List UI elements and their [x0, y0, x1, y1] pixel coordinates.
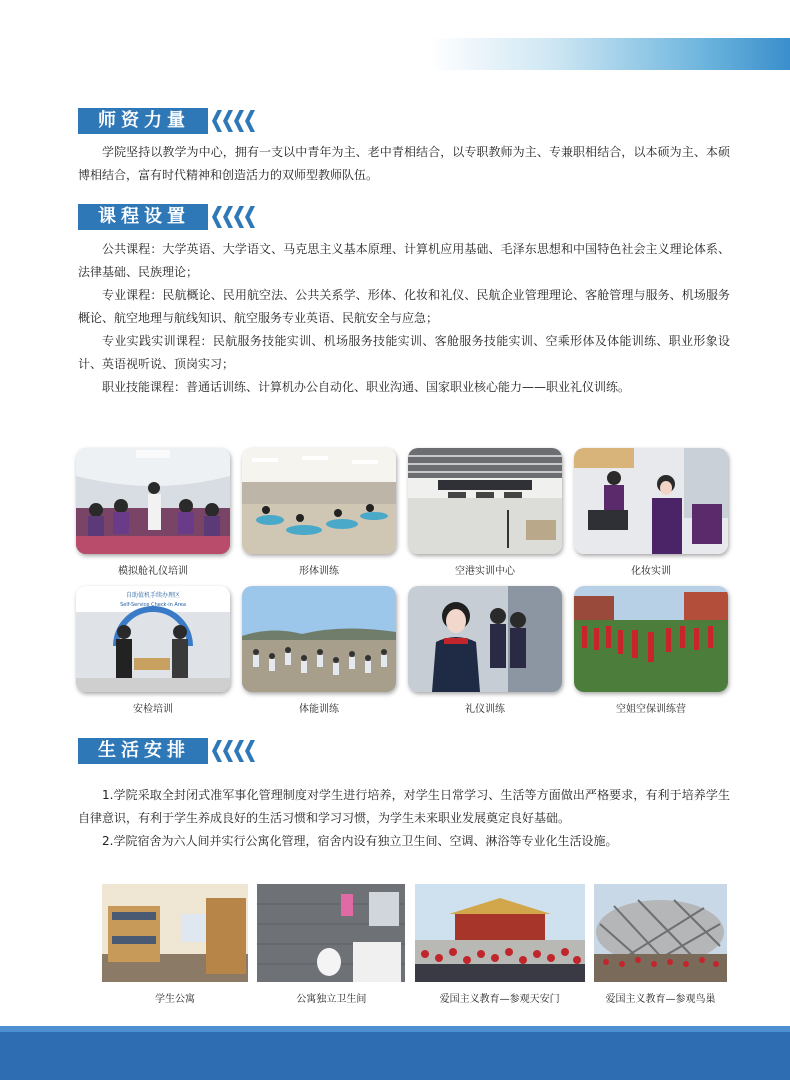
photo-caption: 礼仪训练 [465, 704, 505, 715]
course-skills: 职业技能课程：普通话训练、计算机办公自动化、职业沟通、国家职业核心能力——职业礼仪训练。 [102, 380, 631, 394]
chevron-decoration-icon [212, 740, 256, 762]
posture-training-photo [242, 448, 396, 554]
photo-card [415, 884, 585, 1005]
course-public: 公共课程：大学英语、大学语文、马克思主义基本原理、计算机应用基础、毛泽东思想和中国特色社会主义理论体系、法律基础、民族理论； [78, 242, 730, 279]
life-paragraph-2: 2.学院宿舍为六人间并实行公寓化管理，宿舍内设有独立卫生间、空调、淋浴等专业化生活设施。 [102, 834, 618, 848]
top-gradient-band [430, 38, 790, 70]
tiananmen-visit-photo [415, 884, 585, 982]
photo-card [257, 884, 405, 1005]
birds-nest-visit-photo [594, 884, 727, 982]
photo-caption: 化妆实训 [631, 566, 671, 577]
photo-caption: 体能训练 [299, 704, 339, 715]
photo-card [102, 884, 248, 1005]
photo-card [242, 586, 396, 715]
course-practice: 专业实践实训课程：民航服务技能实训、机场服务技能实训、客舱服务技能实训、空乘形体及体能训练、职业形象设计、英语视听说、顶岗实习； [78, 334, 730, 371]
physical-training-photo [242, 586, 396, 692]
section-header-faculty [78, 108, 256, 134]
photo-card [76, 448, 230, 577]
chevron-decoration-icon [212, 110, 256, 132]
training-photo-row-1 [76, 448, 728, 577]
life-text [78, 784, 730, 853]
airport-training-center-photo [408, 448, 562, 554]
bottom-band-stripe [0, 1026, 790, 1032]
photo-caption: 学生公寓 [155, 994, 195, 1005]
photo-card [408, 586, 562, 715]
etiquette-training-photo [408, 586, 562, 692]
photo-card [574, 448, 728, 577]
photo-sign-en-text: Self-Service Check-in Area [120, 602, 186, 608]
photo-card [408, 448, 562, 577]
section-title-courses: 课程设置 [78, 204, 208, 230]
chevron-decoration-icon [212, 206, 256, 228]
photo-card [594, 884, 727, 1005]
section-title-life: 生活安排 [78, 738, 208, 764]
dormitory-photo [102, 884, 248, 982]
security-training-photo [76, 586, 230, 692]
section-header-courses [78, 204, 256, 230]
section-title-faculty: 师资力量 [78, 108, 208, 134]
bottom-band [0, 1026, 790, 1080]
flight-attendant-camp-photo [574, 586, 728, 692]
photo-caption: 模拟舱礼仪培训 [118, 566, 188, 577]
photo-caption: 爱国主义教育—参观天安门 [439, 994, 560, 1005]
training-photo-row-2 [76, 586, 728, 715]
makeup-training-photo [574, 448, 728, 554]
section-header-life [78, 738, 256, 764]
photo-card [242, 448, 396, 577]
life-paragraph-1: 1.学院采取全封闭式准军事化管理制度对学生进行培养，对学生日常学习、生活等方面做出严格要求，有利于培养学生自律意识，有利于学生养成良好的生活习惯和学习习惯，为学生未来职业发展奠定良好基础。 [78, 788, 730, 825]
faculty-text: 学院坚持以教学为中心，拥有一支以中青年为主、老中青相结合，以专职教师为主、专兼职相结合，以本硕为主、本硕博相结合，富有时代精神和创造活力的双师型教师队伍。 [78, 145, 730, 182]
photo-card [76, 586, 230, 715]
bathroom-photo [257, 884, 405, 982]
photo-caption: 公寓独立卫生间 [296, 994, 367, 1005]
photo-caption: 空港实训中心 [455, 566, 515, 577]
course-major: 专业课程：民航概论、民用航空法、公共关系学、形体、化妆和礼仪、民航企业管理理论、客舱管理与服务、机场服务概论、航空地理与航线知识、航空服务专业英语、民航安全与应急； [78, 288, 730, 325]
photo-caption: 空姐空保训练营 [616, 704, 686, 715]
photo-caption: 形体训练 [299, 566, 339, 577]
photo-card [574, 586, 728, 715]
cabin-etiquette-photo [76, 448, 230, 554]
courses-text [78, 238, 730, 399]
photo-sign-text: 自助值机手续办理区 [125, 592, 181, 599]
life-photo-row [102, 884, 727, 1005]
photo-caption: 安检培训 [133, 704, 173, 715]
photo-caption: 爱国主义教育—参观鸟巢 [605, 994, 716, 1005]
